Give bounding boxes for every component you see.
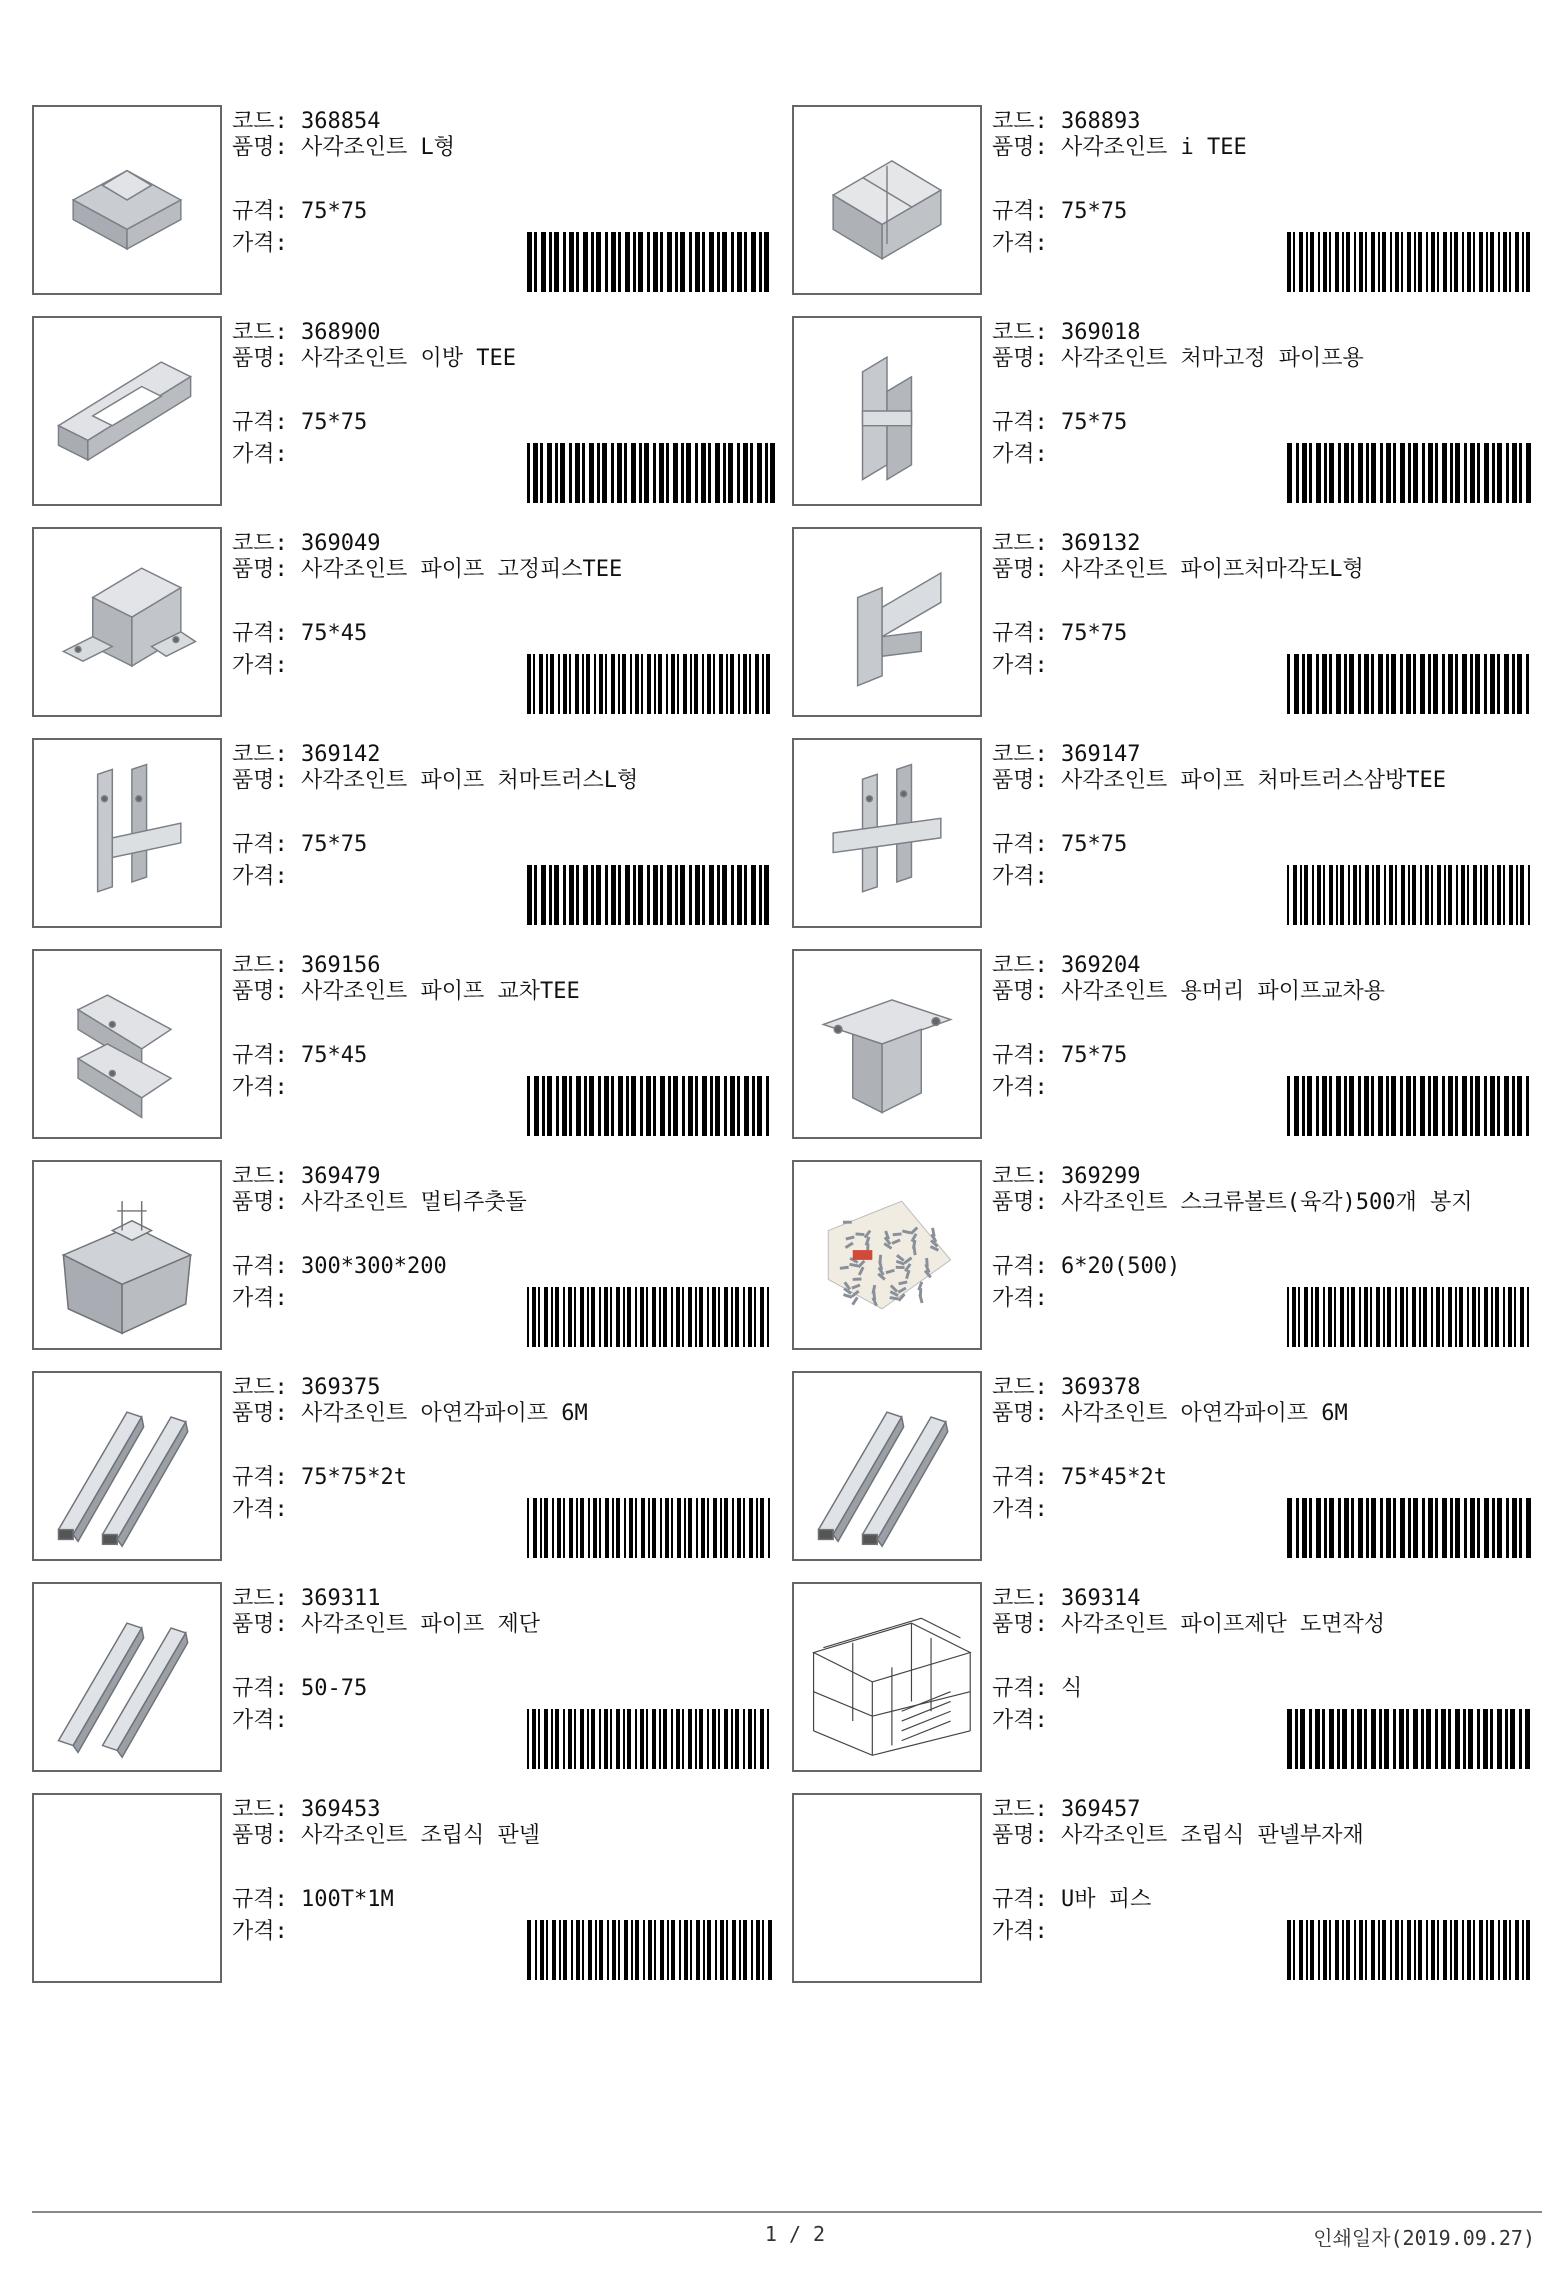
code-row — [992, 107, 1140, 137]
code-row — [232, 1584, 380, 1614]
barcode — [525, 654, 775, 714]
spec-label: 규격: — [992, 832, 1048, 857]
spec-label: 규격: — [232, 621, 288, 646]
product-card — [792, 1793, 1532, 1983]
price-row — [232, 1073, 288, 1103]
price-row — [992, 1917, 1048, 1947]
price-row — [992, 1706, 1048, 1736]
spec-label: 규격: — [992, 1043, 1048, 1068]
product-image — [792, 738, 982, 928]
product-image — [792, 949, 982, 1139]
spec-label: 규격: — [992, 199, 1048, 224]
product-card — [32, 316, 772, 506]
code-row — [232, 951, 380, 981]
code-label: 코드: — [232, 109, 288, 134]
name-label: 품명: — [232, 135, 288, 160]
spec-value: 75*75 — [1061, 410, 1128, 435]
name-value: 사각조인트 파이프 제단 — [301, 1612, 541, 1637]
code-value: 369204 — [1061, 953, 1141, 978]
spec-value: 75*75 — [1061, 199, 1128, 224]
spec-row — [992, 830, 1127, 860]
code-label: 코드: — [232, 1375, 288, 1400]
code-label: 코드: — [992, 1164, 1048, 1189]
code-row — [992, 1373, 1140, 1403]
name-row — [232, 137, 772, 159]
name-row — [232, 1403, 772, 1425]
name-value: 사각조인트 파이프 처마트러스L형 — [301, 768, 639, 793]
price-label: 가격: — [992, 231, 1048, 256]
name-label: 품명: — [992, 346, 1048, 371]
code-row — [232, 1373, 380, 1403]
spec-row — [992, 1885, 1151, 1915]
square-joint-l-icon — [34, 107, 220, 293]
spec-row — [232, 1674, 367, 1704]
spec-label: 규격: — [232, 1465, 288, 1490]
name-value: 사각조인트 파이프 고정피스TEE — [301, 557, 623, 582]
barcode — [1285, 1498, 1535, 1558]
product-image — [792, 1582, 982, 1772]
spec-row — [232, 1885, 394, 1915]
name-row — [232, 1825, 772, 1847]
code-row — [992, 318, 1140, 348]
eaves-truss-l-icon — [34, 740, 220, 926]
name-label: 품명: — [232, 1401, 288, 1426]
spec-label: 규격: — [992, 1676, 1048, 1701]
name-label: 품명: — [992, 135, 1048, 160]
code-value: 369314 — [1061, 1586, 1141, 1611]
product-card — [792, 105, 1532, 295]
price-row — [232, 1917, 288, 1947]
page-number: 1 / 2 — [764, 2222, 826, 2246]
code-label: 코드: — [232, 1797, 288, 1822]
code-value: 369453 — [301, 1797, 381, 1822]
square-joint-two-way-tee-icon — [34, 318, 220, 504]
name-label: 품명: — [232, 1823, 288, 1848]
barcode — [525, 1920, 775, 1980]
barcode — [525, 865, 775, 925]
code-value: 369479 — [301, 1164, 381, 1189]
name-value: 사각조인트 용머리 파이프교차용 — [1061, 979, 1386, 1004]
price-row — [992, 229, 1048, 259]
name-label: 품명: — [232, 768, 288, 793]
product-card — [792, 1582, 1532, 1772]
code-value: 368854 — [301, 109, 381, 134]
price-label: 가격: — [232, 231, 288, 256]
price-label: 가격: — [232, 653, 288, 678]
code-label: 코드: — [992, 109, 1048, 134]
price-row — [992, 651, 1048, 681]
spec-row — [232, 619, 367, 649]
spec-row — [232, 1463, 407, 1493]
spec-row — [232, 1252, 447, 1282]
spec-row — [992, 619, 1127, 649]
barcode — [1285, 865, 1535, 925]
spec-value: 75*75 — [301, 199, 368, 224]
name-label: 품명: — [992, 979, 1048, 1004]
product-card — [792, 527, 1532, 717]
name-row — [992, 981, 1532, 1003]
barcode — [1285, 1287, 1535, 1347]
product-image — [32, 1582, 222, 1772]
code-value: 368893 — [1061, 109, 1141, 134]
name-label: 품명: — [992, 1190, 1048, 1215]
price-label: 가격: — [232, 1286, 288, 1311]
code-row — [232, 529, 380, 559]
barcode — [1285, 443, 1535, 503]
code-value: 369049 — [301, 531, 381, 556]
code-label: 코드: — [992, 1797, 1048, 1822]
product-card — [32, 1793, 772, 1983]
eaves-truss-three-way-icon — [794, 740, 980, 926]
price-label: 가격: — [232, 1075, 288, 1100]
spec-row — [232, 1041, 367, 1071]
cross-tee-icon — [34, 951, 220, 1137]
product-image — [792, 1160, 982, 1350]
code-row — [992, 529, 1140, 559]
name-row — [232, 559, 772, 581]
product-card — [792, 949, 1532, 1139]
price-label: 가격: — [232, 442, 288, 467]
name-row — [992, 348, 1532, 370]
name-label: 품명: — [232, 346, 288, 371]
product-image — [792, 316, 982, 506]
code-row — [232, 107, 380, 137]
spec-row — [992, 1463, 1167, 1493]
code-row — [992, 951, 1140, 981]
code-label: 코드: — [232, 953, 288, 978]
product-image — [792, 105, 982, 295]
spec-label: 규격: — [232, 1676, 288, 1701]
price-row — [232, 862, 288, 892]
code-row — [992, 1584, 1140, 1614]
price-label: 가격: — [232, 1708, 288, 1733]
price-row — [232, 229, 288, 259]
product-card — [32, 1371, 772, 1561]
barcode — [525, 1287, 775, 1347]
barcode — [1285, 1709, 1535, 1769]
price-row — [232, 1284, 288, 1314]
code-row — [992, 1795, 1140, 1825]
name-label: 품명: — [232, 1612, 288, 1637]
price-label: 가격: — [992, 1919, 1048, 1944]
zinc-square-pipe-icon — [34, 1373, 220, 1559]
product-image — [32, 1371, 222, 1561]
spec-row — [232, 830, 367, 860]
zinc-square-pipe-icon — [794, 1373, 980, 1559]
code-row — [232, 1795, 380, 1825]
product-image — [32, 316, 222, 506]
code-value: 369457 — [1061, 1797, 1141, 1822]
price-label: 가격: — [232, 1497, 288, 1522]
name-row — [992, 137, 1532, 159]
spec-row — [992, 408, 1127, 438]
pipe-fixing-tee-icon — [34, 529, 220, 715]
code-label: 코드: — [232, 1164, 288, 1189]
name-value: 사각조인트 파이프처마각도L형 — [1061, 557, 1364, 582]
name-value: 사각조인트 이방 TEE — [301, 346, 516, 371]
spec-value: 100T*1M — [301, 1887, 394, 1912]
spec-row — [992, 197, 1127, 227]
price-row — [992, 862, 1048, 892]
product-card — [32, 105, 772, 295]
code-value: 369311 — [301, 1586, 381, 1611]
spec-row — [992, 1674, 1082, 1704]
code-row — [992, 1162, 1140, 1192]
code-label: 코드: — [992, 531, 1048, 556]
barcode — [525, 1498, 775, 1558]
product-card — [792, 316, 1532, 506]
barcode — [525, 1709, 775, 1769]
price-row — [232, 651, 288, 681]
name-value: 사각조인트 스크류볼트(육각)500개 봉지 — [1061, 1190, 1473, 1215]
name-row — [232, 770, 772, 792]
square-joint-i-tee-icon — [794, 107, 980, 293]
spec-row — [232, 197, 367, 227]
name-row — [992, 1403, 1532, 1425]
product-card — [792, 1371, 1532, 1561]
price-label: 가격: — [992, 864, 1048, 889]
name-row — [992, 1614, 1532, 1636]
pipe-cutting-icon — [34, 1584, 220, 1770]
product-card — [32, 949, 772, 1139]
price-label: 가격: — [992, 1286, 1048, 1311]
code-label: 코드: — [232, 320, 288, 345]
spec-value: 75*45 — [301, 621, 368, 646]
name-row — [992, 559, 1532, 581]
price-row — [992, 1495, 1048, 1525]
name-label: 품명: — [992, 1612, 1048, 1637]
spec-value: 50-75 — [301, 1676, 368, 1701]
spec-label: 규격: — [232, 1887, 288, 1912]
product-card — [32, 738, 772, 928]
name-value: 사각조인트 L형 — [301, 135, 456, 160]
spec-row — [992, 1252, 1180, 1282]
name-value: 사각조인트 조립식 판넬 — [301, 1823, 541, 1848]
product-card — [32, 1582, 772, 1772]
name-value: 사각조인트 아연각파이프 6M — [1061, 1401, 1348, 1426]
name-label: 품명: — [232, 979, 288, 1004]
price-row — [992, 440, 1048, 470]
product-image — [792, 1371, 982, 1561]
spec-label: 규격: — [992, 1465, 1048, 1490]
name-row — [992, 1825, 1532, 1847]
eaves-fixing-joint-icon — [794, 318, 980, 504]
code-row — [232, 318, 380, 348]
code-label: 코드: — [232, 1586, 288, 1611]
spec-value: 75*75 — [1061, 832, 1128, 857]
barcode — [1285, 1076, 1535, 1136]
barcode — [525, 1076, 775, 1136]
product-image — [32, 1793, 222, 1983]
product-image — [32, 527, 222, 717]
price-label: 가격: — [232, 864, 288, 889]
code-row — [992, 740, 1140, 770]
code-value: 368900 — [301, 320, 381, 345]
name-label: 품명: — [232, 1190, 288, 1215]
code-value: 369018 — [1061, 320, 1141, 345]
spec-label: 규격: — [992, 410, 1048, 435]
spec-value: 6*20(500) — [1061, 1254, 1181, 1279]
code-label: 코드: — [992, 742, 1048, 767]
product-card — [792, 1160, 1532, 1350]
name-value: 사각조인트 처마고정 파이프용 — [1061, 346, 1364, 371]
barcode — [1285, 654, 1535, 714]
price-row — [232, 1706, 288, 1736]
spec-label: 규격: — [232, 832, 288, 857]
code-row — [232, 1162, 380, 1192]
price-row — [992, 1284, 1048, 1314]
name-label: 품명: — [992, 768, 1048, 793]
screw-bolt-bag-icon — [794, 1162, 980, 1348]
code-label: 코드: — [232, 531, 288, 556]
footer-divider — [32, 2211, 1542, 2213]
name-row — [992, 1192, 1532, 1214]
name-value: 사각조인트 i TEE — [1061, 135, 1247, 160]
price-label: 가격: — [992, 442, 1048, 467]
name-row — [232, 1192, 772, 1214]
product-image — [32, 738, 222, 928]
name-row — [232, 1614, 772, 1636]
spec-label: 규격: — [992, 1254, 1048, 1279]
name-row — [992, 770, 1532, 792]
name-row — [232, 981, 772, 1003]
code-label: 코드: — [992, 320, 1048, 345]
name-value: 사각조인트 파이프 처마트러스삼방TEE — [1061, 768, 1447, 793]
name-label: 품명: — [232, 557, 288, 582]
name-value: 사각조인트 멀티주춧돌 — [301, 1190, 527, 1215]
spec-value: 75*75*2t — [301, 1465, 407, 1490]
spec-value: U바 피스 — [1061, 1887, 1152, 1912]
multi-foundation-stone-icon — [34, 1162, 220, 1348]
barcode — [525, 443, 775, 503]
name-label: 품명: — [992, 557, 1048, 582]
code-value: 369147 — [1061, 742, 1141, 767]
spec-label: 규격: — [232, 1254, 288, 1279]
spec-label: 규격: — [232, 199, 288, 224]
name-label: 품명: — [992, 1401, 1048, 1426]
name-label: 품명: — [992, 1823, 1048, 1848]
product-image — [32, 105, 222, 295]
code-value: 369132 — [1061, 531, 1141, 556]
price-label: 가격: — [992, 1497, 1048, 1522]
code-label: 코드: — [992, 953, 1048, 978]
spec-label: 규격: — [232, 1043, 288, 1068]
name-value: 사각조인트 조립식 판넬부자재 — [1061, 1823, 1364, 1848]
spec-value: 75*45*2t — [1061, 1465, 1167, 1490]
product-card — [32, 1160, 772, 1350]
spec-value: 75*45 — [301, 1043, 368, 1068]
price-row — [992, 1073, 1048, 1103]
name-value: 사각조인트 파이프 교차TEE — [301, 979, 580, 1004]
eaves-angle-l-icon — [794, 529, 980, 715]
name-value: 사각조인트 아연각파이프 6M — [301, 1401, 588, 1426]
print-date: 인쇄일자(2019.09.27) — [1313, 2226, 1535, 2250]
spec-value: 식 — [1061, 1676, 1083, 1701]
name-value: 사각조인트 파이프제단 도면작성 — [1061, 1612, 1386, 1637]
price-label: 가격: — [232, 1919, 288, 1944]
product-image — [792, 527, 982, 717]
product-card — [32, 527, 772, 717]
spec-row — [232, 408, 367, 438]
spec-label: 규격: — [232, 410, 288, 435]
price-label: 가격: — [992, 653, 1048, 678]
code-value: 369156 — [301, 953, 381, 978]
spec-value: 75*75 — [1061, 1043, 1128, 1068]
price-row — [232, 1495, 288, 1525]
code-label: 코드: — [992, 1375, 1048, 1400]
product-card — [792, 738, 1532, 928]
spec-row — [992, 1041, 1127, 1071]
price-label: 가격: — [992, 1708, 1048, 1733]
product-image — [32, 949, 222, 1139]
code-value: 369299 — [1061, 1164, 1141, 1189]
barcode — [1285, 232, 1535, 292]
spec-value: 75*75 — [301, 832, 368, 857]
code-label: 코드: — [232, 742, 288, 767]
spec-value: 75*75 — [301, 410, 368, 435]
code-label: 코드: — [992, 1586, 1048, 1611]
spec-value: 75*75 — [1061, 621, 1128, 646]
name-row — [232, 348, 772, 370]
code-value: 369378 — [1061, 1375, 1141, 1400]
price-row — [232, 440, 288, 470]
barcode — [1285, 1920, 1535, 1980]
ridge-cross-joint-icon — [794, 951, 980, 1137]
barcode — [525, 232, 775, 292]
code-value: 369375 — [301, 1375, 381, 1400]
spec-label: 규격: — [992, 1887, 1048, 1912]
spec-label: 규격: — [992, 621, 1048, 646]
code-row — [232, 740, 380, 770]
product-image — [792, 1793, 982, 1983]
product-image — [32, 1160, 222, 1350]
spec-value: 300*300*200 — [301, 1254, 447, 1279]
price-label: 가격: — [992, 1075, 1048, 1100]
frame-structure-drawing-icon — [794, 1584, 980, 1770]
code-value: 369142 — [301, 742, 381, 767]
